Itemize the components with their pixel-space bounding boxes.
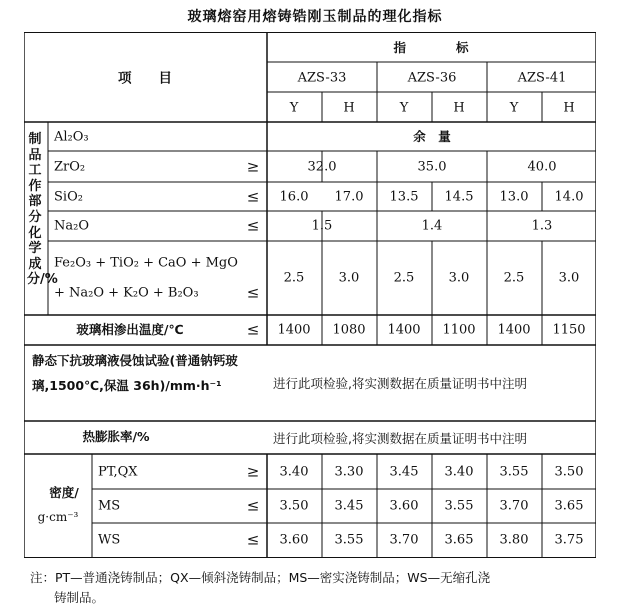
impurities-value: 2.5 — [283, 270, 305, 286]
exudation-value: 1150 — [552, 322, 586, 338]
grade-azs41: AZS-41 — [517, 70, 567, 86]
exudation-value: 1100 — [442, 322, 476, 338]
table-title: 玻璃熔窑用熔铸锆刚玉制品的理化指标 — [187, 9, 443, 25]
impurities-value: 2.5 — [503, 270, 525, 286]
density-ws-op: ≤ — [246, 530, 260, 549]
density-value: 3.60 — [279, 532, 309, 548]
sio2-op: ≤ — [246, 187, 260, 206]
density-label-line1: 密度/ — [49, 484, 79, 500]
sub-y: Y — [399, 100, 409, 116]
footnote-line1: 注：PT—普通浇铸制品；QX—倾斜浇铸制品；MS—密实浇铸制品；WS—无缩孔浇 — [30, 570, 491, 585]
impurities-value: 2.5 — [393, 270, 415, 286]
al2o3-value: 余 量 — [413, 128, 451, 144]
sio2-value: 17.0 — [334, 189, 364, 205]
density-value: 3.60 — [389, 498, 419, 514]
expansion-label: 热膨胀率/% — [82, 428, 150, 444]
density-value: 3.40 — [279, 464, 309, 480]
density-value: 3.50 — [279, 498, 309, 514]
impurities-value: 3.0 — [338, 270, 360, 286]
density-type-ws: WS — [98, 532, 121, 548]
na2o-azs33: 1.5 — [311, 218, 333, 234]
zro2-azs41: 40.0 — [527, 159, 557, 175]
zro2-azs36: 35.0 — [417, 159, 447, 175]
na2o-azs41: 1.3 — [531, 218, 553, 234]
footnote — [30, 568, 620, 608]
density-value: 3.45 — [334, 498, 364, 514]
exudation-value: 1400 — [497, 322, 531, 338]
density-value: 3.80 — [499, 532, 529, 548]
exudation-value: 1400 — [277, 322, 311, 338]
impurities-label-line2: + Na₂O + K₂O + B₂O₃ — [54, 285, 199, 301]
sio2-value: 14.0 — [554, 189, 584, 205]
sub-y: Y — [509, 100, 519, 116]
density-value: 3.45 — [389, 464, 419, 480]
density-type-ms: MS — [98, 498, 121, 514]
sio2-value: 16.0 — [279, 189, 309, 205]
al2o3-label: Al₂O₃ — [54, 129, 89, 145]
properties-table — [24, 32, 596, 558]
density-value: 3.30 — [334, 464, 364, 480]
expansion-value: 进行此项检验,将实测数据在质量证明书中注明 — [273, 430, 527, 446]
exudation-value: 1400 — [387, 322, 421, 338]
impurities-value: 3.0 — [558, 270, 580, 286]
zro2-label: ZrO₂ — [54, 159, 86, 175]
density-value: 3.40 — [444, 464, 474, 480]
sub-h: H — [563, 100, 575, 116]
sub-h: H — [453, 100, 465, 116]
chem-group-label: 制品工作部分化学成分/% — [27, 132, 58, 288]
density-label-line2: g·cm⁻³ — [37, 510, 79, 524]
corrosion-value: 进行此项检验,将实测数据在质量证明书中注明 — [273, 375, 527, 391]
na2o-label: Na₂O — [54, 218, 89, 234]
corrosion-label: 静态下抗玻璃液侵蚀试验(普通钠钙玻璃,1500℃,保温 36h)/mm·h⁻¹ — [32, 353, 238, 393]
density-ms-op: ≤ — [246, 496, 260, 515]
density-value: 3.70 — [389, 532, 419, 548]
density-value: 3.55 — [334, 532, 364, 548]
density-value: 3.70 — [499, 498, 529, 514]
exudation-value: 1080 — [332, 322, 366, 338]
density-value: 3.65 — [554, 498, 584, 514]
density-value: 3.55 — [499, 464, 529, 480]
exudation-op: ≤ — [246, 320, 260, 339]
sio2-value: 14.5 — [444, 189, 474, 205]
density-value: 3.75 — [554, 532, 584, 548]
impurities-value: 3.0 — [448, 270, 470, 286]
exudation-label: 玻璃相渗出温度/℃ — [76, 321, 184, 337]
zro2-azs33: 32.0 — [307, 159, 337, 175]
na2o-azs36: 1.4 — [421, 218, 443, 234]
sio2-value: 13.0 — [499, 189, 529, 205]
sio2-value: 13.5 — [389, 189, 419, 205]
density-ptqx-op: ≥ — [246, 462, 260, 481]
sio2-label: SiO₂ — [54, 189, 83, 205]
zro2-op: ≥ — [246, 157, 260, 176]
density-value: 3.65 — [444, 532, 474, 548]
impurities-op: ≤ — [246, 283, 260, 302]
na2o-op: ≤ — [246, 216, 260, 235]
density-value: 3.50 — [554, 464, 584, 480]
density-value: 3.55 — [444, 498, 474, 514]
sub-y: Y — [289, 100, 299, 116]
grade-azs33: AZS-33 — [297, 70, 347, 86]
footnote-line2: 铸制品。 — [54, 590, 105, 605]
indicator-header: 指 标 — [393, 39, 469, 55]
density-type-ptqx: PT,QX — [98, 464, 138, 480]
item-header: 项 目 — [118, 70, 172, 87]
sub-h: H — [343, 100, 355, 116]
grade-azs36: AZS-36 — [407, 70, 457, 86]
impurities-label-line1: Fe₂O₃ + TiO₂ + CaO + MgO — [54, 255, 238, 271]
